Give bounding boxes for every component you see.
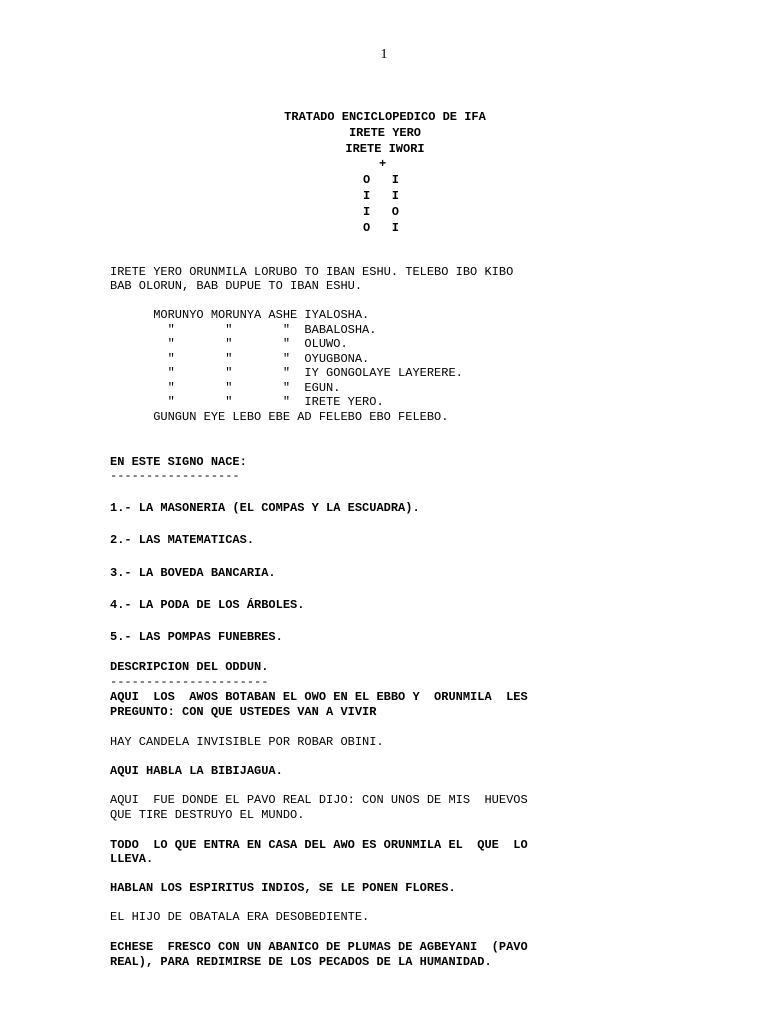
- section-heading-descripcion: DESCRIPCION DEL ODDUN.: [110, 660, 269, 674]
- prayer-line: " " " IRETE YERO.: [110, 395, 384, 409]
- section-heading-underline: ----------------------: [110, 675, 269, 689]
- paragraph-line: REAL), PARA REDIMIRSE DE LOS PECADOS DE LA HUMANIDAD.: [110, 955, 492, 969]
- list-item: 5.- LAS POMPAS FUNEBRES.: [110, 630, 283, 644]
- title-line-sign-name: IRETE YERO: [348, 126, 421, 140]
- sign-row: I O: [363, 205, 400, 219]
- paragraph-line: PREGUNTO: CON QUE USTEDES VAN A VIVIR: [110, 705, 377, 719]
- paragraph-line: LLEVA.: [110, 852, 154, 866]
- paragraph-line: HABLAN LOS ESPIRITUS INDIOS, SE LE PONEN FLORES.: [110, 881, 456, 895]
- sign-row: O I: [363, 221, 400, 235]
- sign-plus-mark: +: [379, 157, 387, 171]
- prayer-line: " " " OYUGBONA.: [110, 352, 370, 366]
- sign-row: O I: [363, 173, 400, 187]
- title-line-sign-alt-name: IRETE IWORI: [345, 142, 425, 156]
- paragraph-line: HAY CANDELA INVISIBLE POR ROBAR OBINI.: [110, 735, 384, 749]
- paragraph-line: AQUI FUE DONDE EL PAVO REAL DIJO: CON UNOS DE MIS HUEVOS: [110, 793, 528, 807]
- prayer-line: " " " BABALOSHA.: [110, 323, 377, 337]
- prayer-line: " " " EGUN.: [110, 381, 341, 395]
- section-heading-nace: EN ESTE SIGNO NACE:: [110, 455, 247, 469]
- intro-line: BAB OLORUN, BAB DUPUE TO IBAN ESHU.: [110, 279, 363, 293]
- intro-line: IRETE YERO ORUNMILA LORUBO TO IBAN ESHU. TELEBO IBO KIBO: [110, 265, 514, 279]
- section-heading-underline: ------------------: [110, 469, 240, 483]
- page-number: 1: [380, 47, 388, 62]
- sign-row: I I: [363, 189, 400, 203]
- prayer-line: " " " IY GONGOLAYE LAYERERE.: [110, 366, 463, 380]
- list-item: 3.- LA BOVEDA BANCARIA.: [110, 566, 276, 580]
- odu-sign-figure: [355, 156, 399, 236]
- paragraph-line: ECHESE FRESCO CON UN ABANICO DE PLUMAS DE AGBEYANI (PAVO: [110, 940, 528, 954]
- prayer-line: MORUNYO MORUNYA ASHE IYALOSHA.: [110, 308, 370, 322]
- list-item: 4.- LA PODA DE LOS ÁRBOLES.: [110, 598, 305, 612]
- list-item: 2.- LAS MATEMATICAS.: [110, 533, 255, 547]
- prayer-line: GUNGUN EYE LEBO EBE AD FELEBO EBO FELEBO.: [110, 410, 449, 424]
- document-title: [0, 109, 768, 157]
- prayer-line: " " " OLUWO.: [110, 337, 348, 351]
- paragraph-line: AQUI LOS AWOS BOTABAN EL OWO EN EL EBBO Y ORUNMILA LES: [110, 690, 528, 704]
- paragraph-line: AQUI HABLA LA BIBIJAGUA.: [110, 764, 283, 778]
- list-item: 1.- LA MASONERIA (EL COMPAS Y LA ESCUADRA).: [110, 501, 420, 515]
- paragraph-line: QUE TIRE DESTRUYO EL MUNDO.: [110, 808, 305, 822]
- title-line-treatise: TRATADO ENCICLOPEDICO DE IFA: [284, 110, 486, 124]
- paragraph-line: EL HIJO DE OBATALA ERA DESOBEDIENTE.: [110, 910, 370, 924]
- paragraph-line: TODO LO QUE ENTRA EN CASA DEL AWO ES ORUNMILA EL QUE LO: [110, 838, 528, 852]
